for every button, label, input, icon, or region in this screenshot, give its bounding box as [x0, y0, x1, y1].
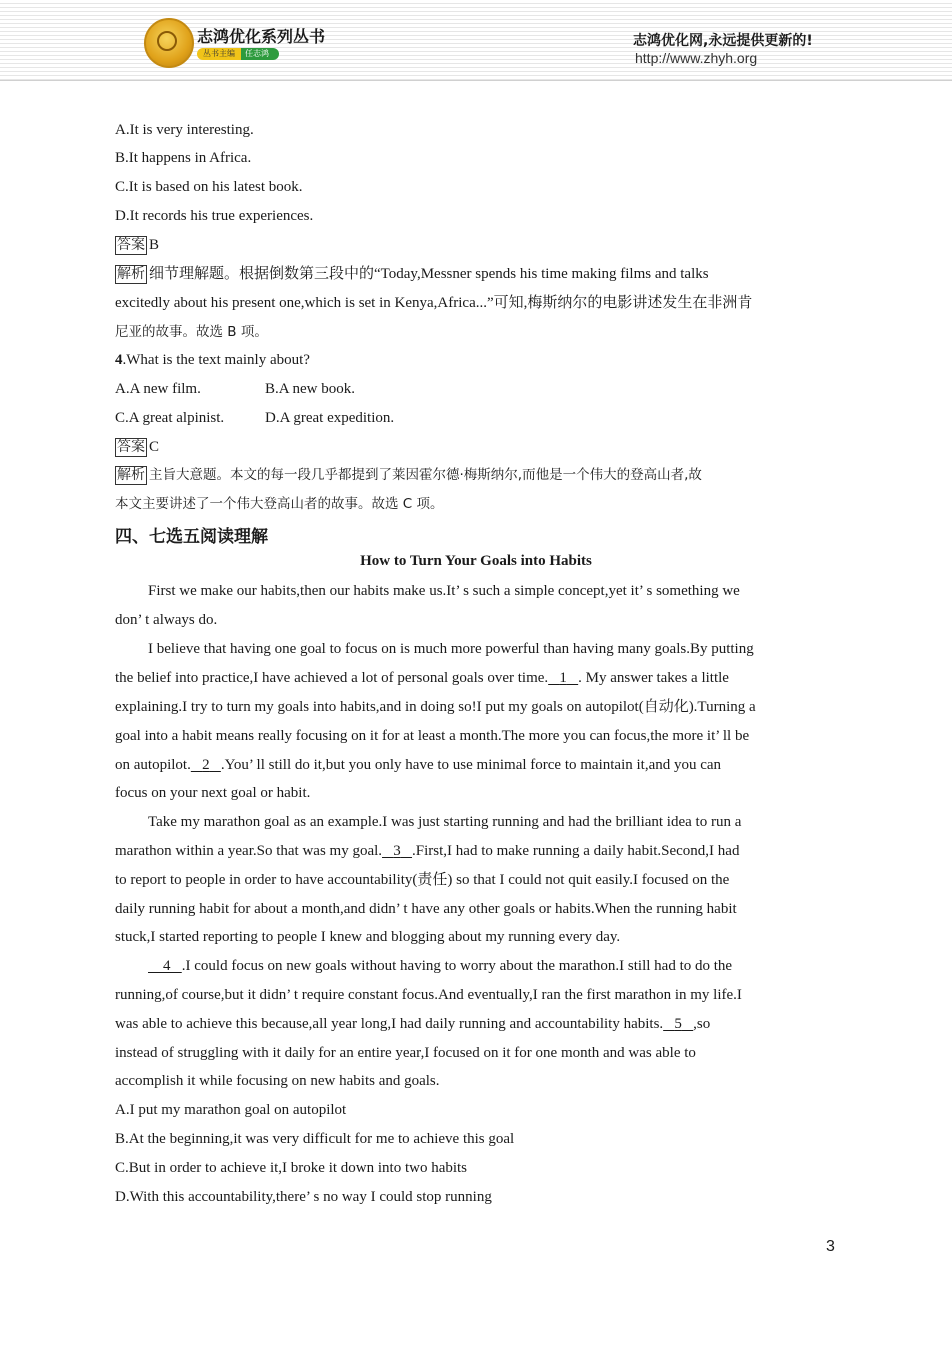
- q4-stem-text: .What is the text mainly about?: [122, 352, 310, 368]
- q3-analysis-line-2: excitedly about his present one,which is set in Kenya,Africa...”可知,梅斯纳尔的电影讲述发生在非洲肯: [115, 295, 753, 311]
- brand-subtitle: [197, 48, 279, 60]
- q4-answer: [115, 437, 159, 457]
- q3-option-a: A.It is very interesting.: [115, 122, 254, 138]
- p3-line-2: marathon within a year.So that was my goal. 3 .First,I had to make running a daily habit.Second,I had: [115, 843, 740, 859]
- q3-option-b: B.It happens in Africa.: [115, 150, 252, 166]
- p4-line-2: running,of course,but it didn’ t require constant focus.And eventually,I ran the first marathon in my life.I: [115, 987, 742, 1003]
- analysis-label: 解析: [117, 467, 145, 483]
- q3-option-d: D.It records his true experiences.: [115, 208, 314, 224]
- blank-3[interactable]: 3: [393, 843, 401, 859]
- p2-line-3: explaining.I try to turn my goals into habits,and in doing so!I put my goals on autopilot(自动化).Turning a: [115, 699, 756, 715]
- q3-analysis-line-3: 尼亚的故事。故选 B 项。: [115, 324, 268, 340]
- p4-line-3: was able to achieve this because,all year long,I had daily running and accountability habits. 5 ,so: [115, 1016, 711, 1032]
- p2-line-5: on autopilot. 2 .You’ ll still do it,but you only have to use minimal force to maintain it,and you can: [115, 757, 722, 773]
- p3-line-1: Take my marathon goal as an example.I was just starting running and had the brilliant idea to run a: [148, 814, 742, 830]
- blank-4[interactable]: 4: [163, 958, 171, 974]
- p1-line-2: don’ t always do.: [115, 612, 218, 628]
- blank-2[interactable]: 2: [202, 757, 210, 773]
- page-number: 3: [826, 1238, 835, 1255]
- answer-label: 答案: [117, 237, 145, 253]
- p2-line-1: I believe that having one goal to focus on is much more powerful than having many goals.By putting: [148, 641, 754, 657]
- answer-value: B: [149, 237, 160, 253]
- p4-line-5: accomplish it while focusing on new habits and goals.: [115, 1073, 440, 1089]
- page-header: [0, 0, 952, 81]
- answer-label: 答案: [117, 439, 145, 455]
- header-url: http://www.zhyh.org: [635, 50, 758, 66]
- q4-analysis-line-2: 本文主要讲述了一个伟大登高山者的故事。故选 C 项。: [115, 496, 444, 512]
- q3-answer: [115, 235, 159, 255]
- answer-value: C: [149, 439, 160, 455]
- p3-line-5: stuck,I started reporting to people I knew and blogging about my running every day.: [115, 929, 621, 945]
- q3-analysis-line-1: [115, 264, 709, 284]
- p3-line-4: daily running habit for about a month,and didn’ t have any other goals or habits.When the running habit: [115, 901, 737, 917]
- brand-title: 志鸿优化系列丛书: [197, 27, 326, 46]
- p1-line-1: First we make our habits,then our habits make us.It’ s such a simple concept,yet it’ s something we: [148, 583, 740, 599]
- p2-line-4: goal into a habit means really focusing on it for at least a month.The more you can focus,the more it’ ll be: [115, 728, 750, 744]
- q4-option-a: A.A new film.: [115, 381, 201, 397]
- passage-title: How to Turn Your Goals into Habits: [360, 553, 592, 569]
- blank-5[interactable]: 5: [674, 1016, 682, 1032]
- p4-line-4: instead of struggling with it daily for an entire year,I focused on it for one month and was able to: [115, 1045, 696, 1061]
- q4-analysis-line-1: [115, 465, 702, 485]
- brand-sub-right: 任志鸿: [241, 48, 279, 60]
- p2-line-6: focus on your next goal or habit.: [115, 785, 311, 801]
- brand-sub-left: 丛书主编: [197, 48, 241, 60]
- p3-line-3: to report to people in order to have accountability(责任) so that I could not quit easily.I focused on the: [115, 872, 730, 888]
- choice-option-d: D.With this accountability,there’ s no way I could stop running: [115, 1189, 492, 1205]
- choice-option-a: A.I put my marathon goal on autopilot: [115, 1102, 347, 1118]
- section-title: 四、七选五阅读理解: [115, 527, 268, 547]
- blank-1[interactable]: 1: [559, 670, 567, 686]
- analysis-label: 解析: [117, 266, 145, 282]
- q4-stem: [115, 350, 310, 370]
- header-slogan: 志鸿优化网,永远提供更新的!: [633, 33, 813, 49]
- q3-option-c: C.It is based on his latest book.: [115, 179, 303, 195]
- q4-option-d: D.A great expedition.: [265, 410, 395, 426]
- p2-line-2: the belief into practice,I have achieved a lot of personal goals over time. 1 . My answer takes a little: [115, 670, 729, 686]
- choice-option-b: B.At the beginning,it was very difficult for me to achieve this goal: [115, 1131, 515, 1147]
- q4-option-c: C.A great alpinist.: [115, 410, 225, 426]
- analysis-text: 细节理解题。根据倒数第三段中的“Today,Messner spends his time making films and talks: [149, 266, 709, 282]
- analysis-text: 主旨大意题。本文的每一段几乎都提到了莱因霍尔德·梅斯纳尔,而他是一个伟大的登高山者,故: [149, 467, 702, 483]
- choice-option-c: C.But in order to achieve it,I broke it down into two habits: [115, 1160, 468, 1176]
- p4-line-1: 4 .I could focus on new goals without having to worry about the marathon.I still had to do the: [148, 956, 732, 976]
- q4-number: 4: [115, 352, 123, 368]
- publisher-logo-icon: [144, 18, 194, 68]
- q4-option-b: B.A new book.: [265, 381, 355, 397]
